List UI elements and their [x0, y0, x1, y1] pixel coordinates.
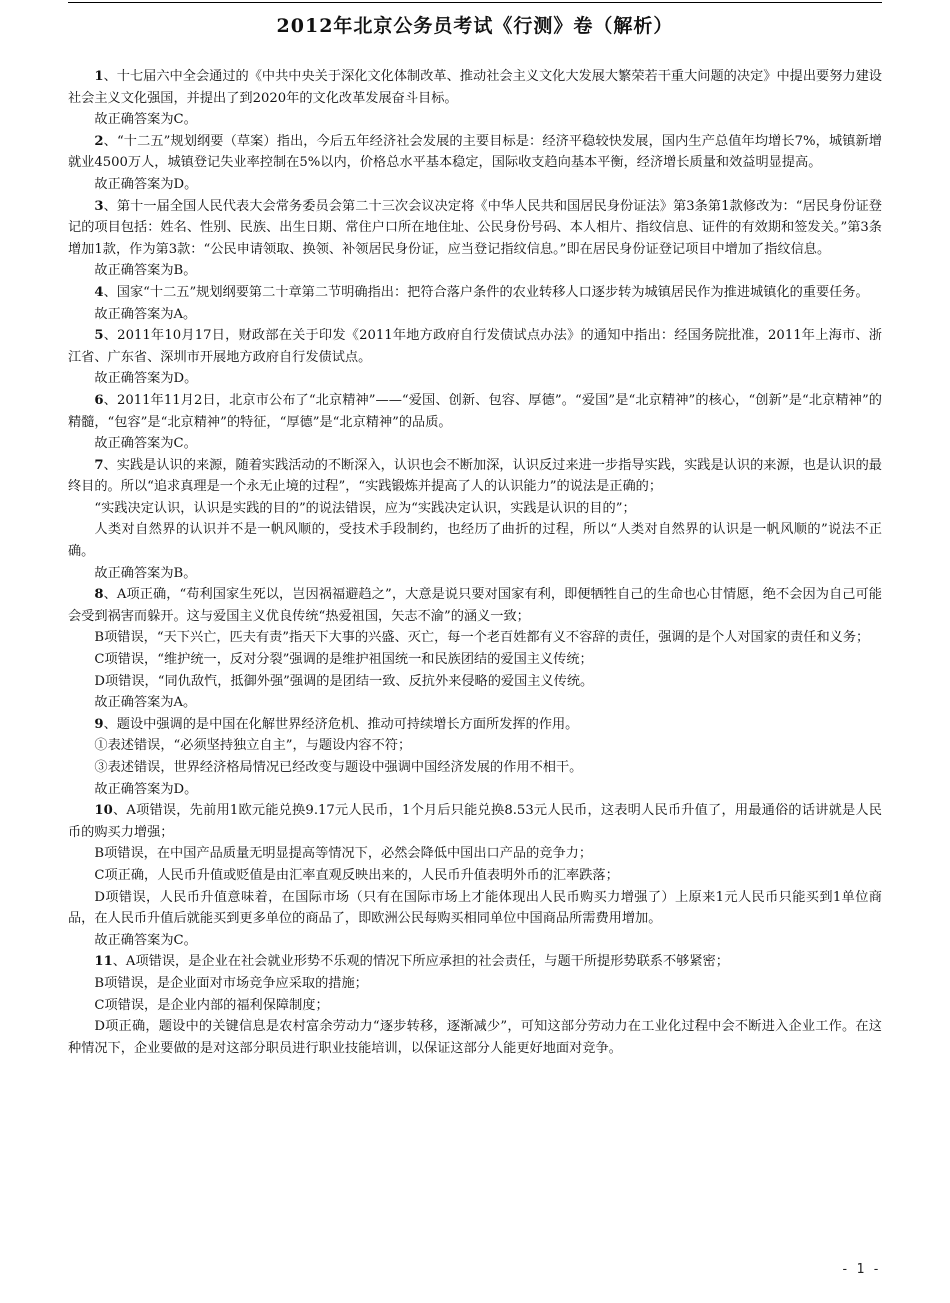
answer-paragraph: [68, 627, 882, 649]
answer-paragraph: [68, 887, 882, 930]
paragraph-text: ③表述错误，世界经济格局情况已经改变与题设中强调中国经济发展的作用不相干。: [94, 760, 583, 775]
paragraph-text: 、题设中强调的是中国在化解世界经济危机、推动可持续增长方面所发挥的作用。: [103, 716, 579, 732]
paragraph-text: C项正确，人民币升值或贬值是由汇率直观反映出来的，人民币升值表明外币的汇率跌落；: [94, 867, 619, 883]
document-body: [68, 66, 882, 1059]
answer-paragraph: [68, 304, 882, 326]
paragraph-text: 故正确答案为C。: [94, 436, 197, 452]
paragraph-text: 故正确答案为A。: [94, 306, 197, 322]
paragraph-text: B项错误，是企业面对市场竞争应采取的措施；: [94, 975, 368, 991]
answer-paragraph: [68, 368, 882, 390]
question-paragraph: [68, 455, 882, 498]
answer-paragraph: [68, 973, 882, 995]
answer-paragraph: [68, 995, 882, 1017]
question-number: 5: [94, 328, 104, 344]
answer-paragraph: [68, 260, 882, 282]
paragraph-text: C项错误，是企业内部的福利保障制度；: [94, 997, 329, 1013]
question-paragraph: [68, 714, 882, 736]
paragraph-text: 故正确答案为D。: [94, 176, 198, 192]
paragraph-text: ①表述错误，“必须坚持独立自主”，与题设内容不符；: [94, 738, 412, 754]
paragraph-text: 、A项正确，“苟利国家生死以，岂因祸福避趋之”，大意是说只要对国家有利，即便牺牲自己的生命也心甘情愿，绝不会因为自己可能会受到祸害而躲开。这与爱国主义优良传统“热爱祖国，矢志不渝”的涵义一致；: [68, 587, 882, 624]
question-number: 9: [94, 716, 104, 732]
paragraph-text: 故正确答案为C。: [94, 112, 197, 128]
question-number: 1: [94, 69, 104, 84]
question-paragraph: [68, 325, 882, 368]
question-paragraph: [68, 131, 882, 174]
paragraph-text: 故正确答案为A。: [94, 695, 197, 711]
paragraph-text: 故正确答案为D。: [94, 781, 198, 797]
question-paragraph: [68, 282, 882, 304]
question-number: 7: [94, 457, 104, 473]
paragraph-text: 、第十一届全国人民代表大会常务委员会第二十三次会议决定将《中华人民共和国居民身份证法》第3条第1款修改为：“居民身份证登记的项目包括：姓名、性别、民族、出生日期、常住户口所在地住址、公民身份号码、本人相片、指纹信息、证件的有效期和签发关。”第3条增加1款，作为第3款：“公民申请领取、换领、补领居民身份证，应当登记指纹信息。”即在居民身份证登记项目中增加了指纹信息。: [68, 198, 882, 257]
paragraph-text: B项错误，“天下兴亡，匹夫有责”指天下大事的兴盛、灭亡，每一个老百姓都有义不容辞的责任，强调的是个人对国家的责任和义务；: [94, 630, 870, 646]
answer-paragraph: [68, 174, 882, 196]
answer-paragraph: [68, 1016, 882, 1059]
paragraph-text: 故正确答案为B。: [94, 565, 197, 581]
answer-paragraph: [68, 498, 882, 520]
paragraph-text: 人类对自然界的认识并不是一帆风顺的，受技术手段制约，也经历了曲折的过程，所以“人类对自然界的认识是一帆风顺的”说法不正确。: [68, 522, 882, 560]
question-number: 2: [94, 133, 104, 149]
question-paragraph: [68, 66, 882, 109]
question-number: 4: [94, 284, 104, 300]
answer-paragraph: [68, 692, 882, 714]
question-number: 11: [94, 954, 113, 970]
answer-paragraph: [68, 519, 882, 562]
question-paragraph: [68, 800, 882, 843]
page-number: - 1 -: [840, 1262, 880, 1277]
top-rule: [68, 2, 882, 3]
question-paragraph: [68, 196, 882, 261]
answer-paragraph: [68, 563, 882, 585]
paragraph-text: 、国家“十二五”规划纲要第二十章第二节明确指出：把符合落户条件的农业转移人口逐步转为城镇居民作为推进城镇化的重要任务。: [103, 284, 869, 300]
answer-paragraph: [68, 930, 882, 952]
answer-paragraph: [68, 757, 882, 779]
paragraph-text: 、十七届六中全会通过的《中共中央关于深化文化体制改革、推动社会主义文化大发展大繁荣若干重大问题的决定》中提出要努力建设社会主义文化强国，并提出了到2020年的文化改革发展奋斗目标。: [68, 69, 882, 106]
paragraph-text: “实践决定认识，认识是实践的目的”的说法错误，应为“实践决定认识，实践是认识的目的”；: [94, 500, 636, 516]
question-number: 8: [94, 587, 104, 603]
answer-paragraph: [68, 433, 882, 455]
document-title: 2012年北京公务员考试《行测》卷（解析）: [276, 15, 674, 37]
question-paragraph: [68, 584, 882, 627]
paragraph-text: 、实践是认识的来源，随着实践活动的不断深入，认识也会不断加深，认识反过来进一步指导实践，实践是认识的来源，也是认识的最终目的。所以“追求真理是一个永无止境的过程”，“实践锻炼并提高了人的认识能力”的说法是正确的；: [68, 457, 882, 495]
question-number: 10: [94, 803, 113, 819]
question-paragraph: [68, 390, 882, 433]
answer-paragraph: [68, 779, 882, 801]
answer-paragraph: [68, 649, 882, 671]
paragraph-text: B项错误，在中国产品质量无明显提高等情况下，必然会降低中国出口产品的竞争力；: [94, 846, 593, 862]
paragraph-text: D项正确，题设中的关键信息是农村富余劳动力“逐步转移，逐渐减少”，可知这部分劳动力在工业化过程中会不断进入企业工作。在这种情况下，企业要做的是对这部分职员进行职业技能培训，以保证这部分人能更好地面对竞争。: [68, 1019, 882, 1056]
paragraph-text: 、A项错误，先前用1欧元能兑换9.17元人民币，1个月后只能兑换8.53元人民币，这表明人民币升值了，用最通俗的话讲就是人民币的购买力增强；: [68, 803, 882, 840]
answer-paragraph: [68, 843, 882, 865]
paragraph-text: D项错误，人民币升值意味着，在国际市场（只有在国际市场上才能体现出人民币购买力增强了）上原来1元人民币只能买到1单位商品，在人民币升值后就能买到更多单位的商品了，即欧洲公民每购买相同单位中国商品所需费用增加。: [68, 889, 882, 927]
answer-paragraph: [68, 735, 882, 757]
paragraph-text: 、2011年10月17日，财政部在关于印发《2011年地方政府自行发债试点办法》的通知中指出：经国务院批准，2011年上海市、浙江省、广东省、深圳市开展地方政府自行发债试点。: [68, 328, 882, 365]
paragraph-text: 故正确答案为C。: [94, 932, 197, 948]
question-number: 3: [94, 198, 104, 214]
answer-paragraph: [68, 671, 882, 693]
paragraph-text: 故正确答案为D。: [94, 371, 198, 387]
paragraph-text: D项错误，“同仇敌忾，抵御外强”强调的是团结一致、反抗外来侵略的爱国主义传统。: [94, 673, 594, 689]
question-paragraph: [68, 951, 882, 973]
question-number: 6: [94, 392, 104, 408]
answer-paragraph: [68, 109, 882, 131]
paragraph-text: 故正确答案为B。: [94, 263, 197, 279]
paragraph-text: 、2011年11月2日，北京市公布了“北京精神”——“爱国、创新、包容、厚德”。“爱国”是“北京精神”的核心，“创新”是“北京精神”的精髓，“包容”是“北京精神”的特征，“厚德”是“北京精神”的品质。: [68, 392, 882, 430]
paragraph-text: 、A项错误，是企业在社会就业形势不乐观的情况下所应承担的社会责任，与题干所提形势联系不够紧密；: [112, 954, 729, 970]
paragraph-text: C项错误，“维护统一，反对分裂”强调的是维护祖国统一和民族团结的爱国主义传统；: [94, 652, 593, 668]
paragraph-text: 、“十二五”规划纲要（草案）指出，今后五年经济社会发展的主要目标是：经济平稳较快发展，国内生产总值年均增长7%，城镇新增就业4500万人，城镇登记失业率控制在5%以内，价格总水平基本稳定，国际收支趋向基本平衡，经济增长质量和效益明显提高。: [68, 133, 882, 171]
answer-paragraph: [68, 865, 882, 887]
